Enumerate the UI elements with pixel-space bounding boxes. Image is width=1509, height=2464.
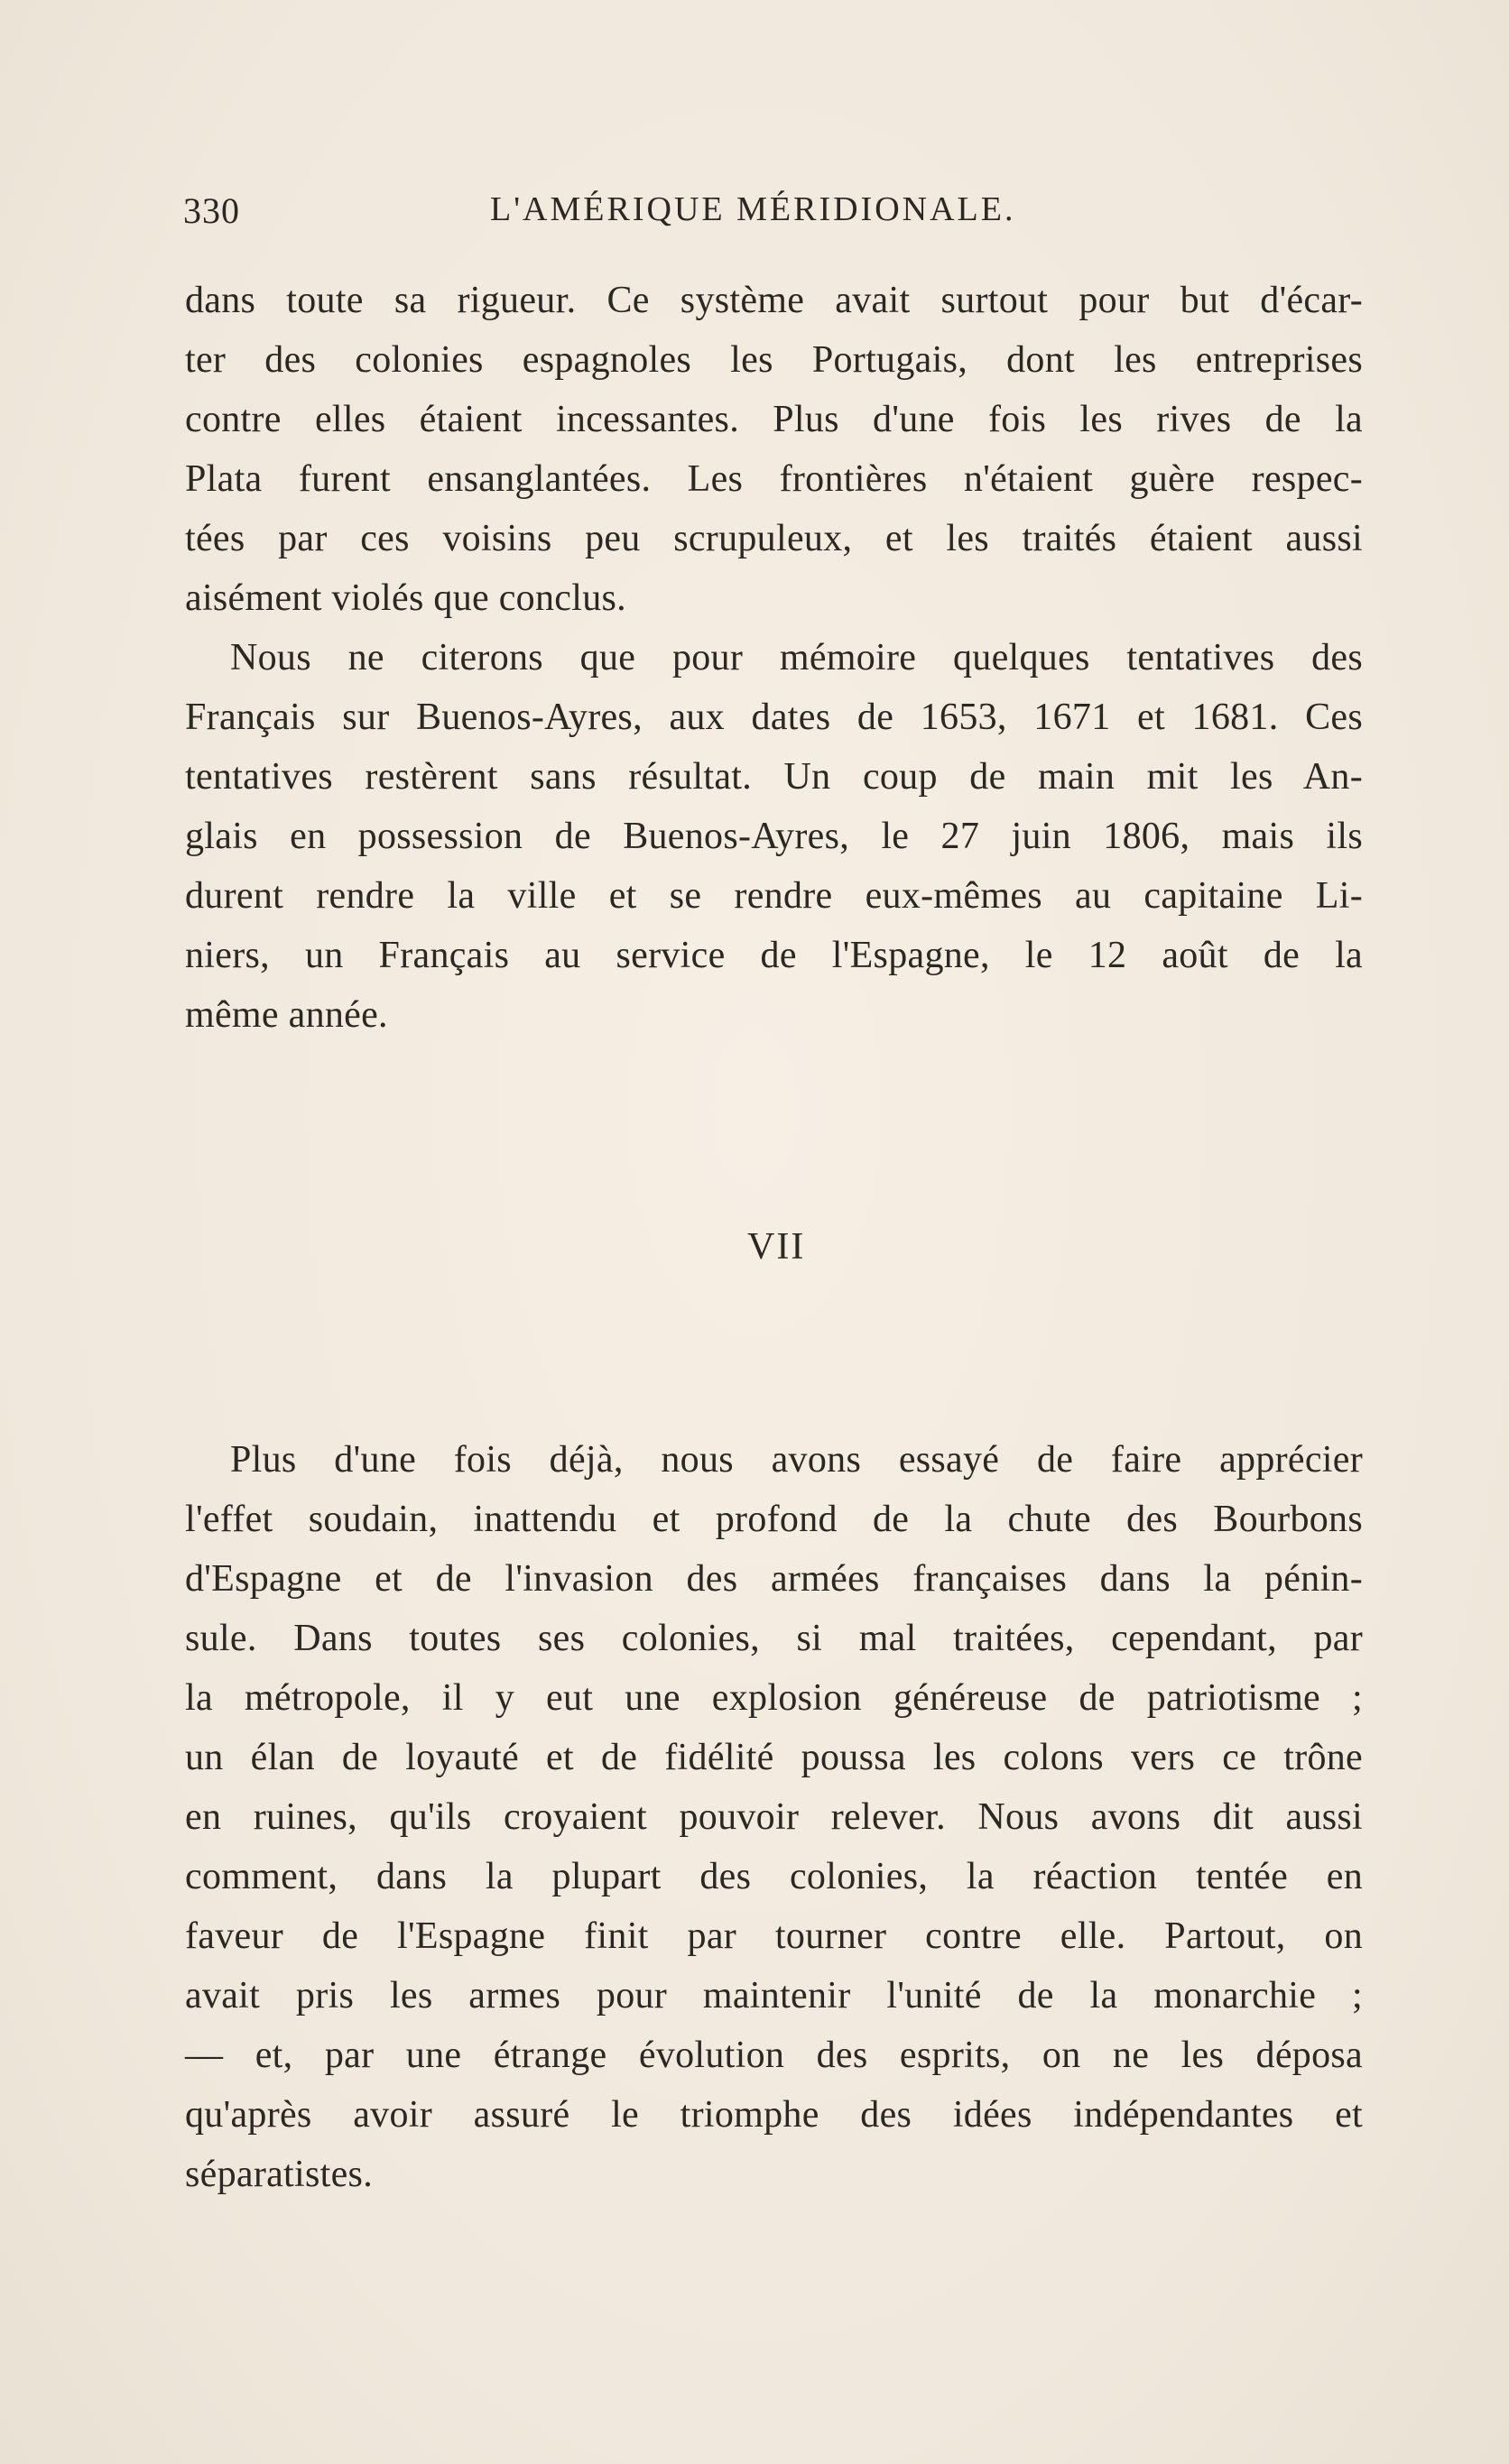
- section-heading: VII: [747, 1226, 806, 1268]
- text-line: avait pris les armes pour maintenir l'unité de la monarchie ;: [185, 1975, 1363, 2016]
- page-number: 330: [183, 190, 240, 231]
- text-line: ter des colonies espagnoles les Portugais, dont les entreprises: [185, 339, 1363, 381]
- text-line: qu'après avoir assuré le triomphe des idées indépendantes et: [185, 2094, 1363, 2136]
- text-line: contre elles étaient incessantes. Plus d'une fois les rives de la: [185, 399, 1363, 440]
- text-line: d'Espagne et de l'invasion des armées françaises dans la pénin-: [185, 1558, 1363, 1600]
- text-line: Nous ne citerons que pour mémoire quelques tentatives des: [230, 637, 1363, 678]
- text-line: sule. Dans toutes ses colonies, si mal traitées, cependant, par: [185, 1618, 1363, 1659]
- text-line: niers, un Français au service de l'Espagne, le 12 août de la: [185, 935, 1363, 976]
- text-line: dans toute sa rigueur. Ce système avait surtout pour but d'écar-: [185, 280, 1363, 321]
- text-line: la métropole, il y eut une explosion généreuse de patriotisme ;: [185, 1677, 1363, 1719]
- text-line: faveur de l'Espagne finit par tourner contre elle. Partout, on: [185, 1915, 1363, 1957]
- paragraph-1: [185, 271, 1363, 628]
- text-line: en ruines, qu'ils croyaient pouvoir relever. Nous avons dit aussi: [185, 1796, 1363, 1838]
- text-line: durent rendre la ville et se rendre eux-mêmes au capitaine Li-: [185, 875, 1363, 917]
- text-line: tentatives restèrent sans résultat. Un coup de main mit les An-: [185, 756, 1363, 798]
- text-line: glais en possession de Buenos-Ayres, le 27 juin 1806, mais ils: [185, 816, 1363, 857]
- text-line: Plus d'une fois déjà, nous avons essayé de faire apprécier: [230, 1439, 1363, 1481]
- text-line: l'effet soudain, inattendu et profond de la chute des Bourbons: [185, 1499, 1363, 1540]
- running-title: L'AMÉRIQUE MÉRIDIONALE.: [490, 190, 1016, 228]
- text-line: un élan de loyauté et de fidélité poussa les colons vers ce trône: [185, 1737, 1363, 1778]
- running-head: [183, 189, 1366, 244]
- text-line: — et, par une étrange évolution des esprits, on ne les déposa: [185, 2035, 1363, 2076]
- text-line: comment, dans la plupart des colonies, la réaction tentée en: [185, 1856, 1363, 1897]
- text-line: séparatistes.: [185, 2154, 373, 2195]
- text-line: aisément violés que conclus.: [185, 577, 626, 619]
- text-line: Français sur Buenos-Ayres, aux dates de 1653, 1671 et 1681. Ces: [185, 697, 1363, 738]
- text-line: tées par ces voisins peu scrupuleux, et les traités étaient aussi: [185, 518, 1363, 559]
- text-line: Plata furent ensanglantées. Les frontières n'étaient guère respec-: [185, 458, 1363, 500]
- paragraph-2: [185, 628, 1363, 1045]
- paragraph-3: [185, 1430, 1363, 2204]
- text-line: même année.: [185, 994, 388, 1036]
